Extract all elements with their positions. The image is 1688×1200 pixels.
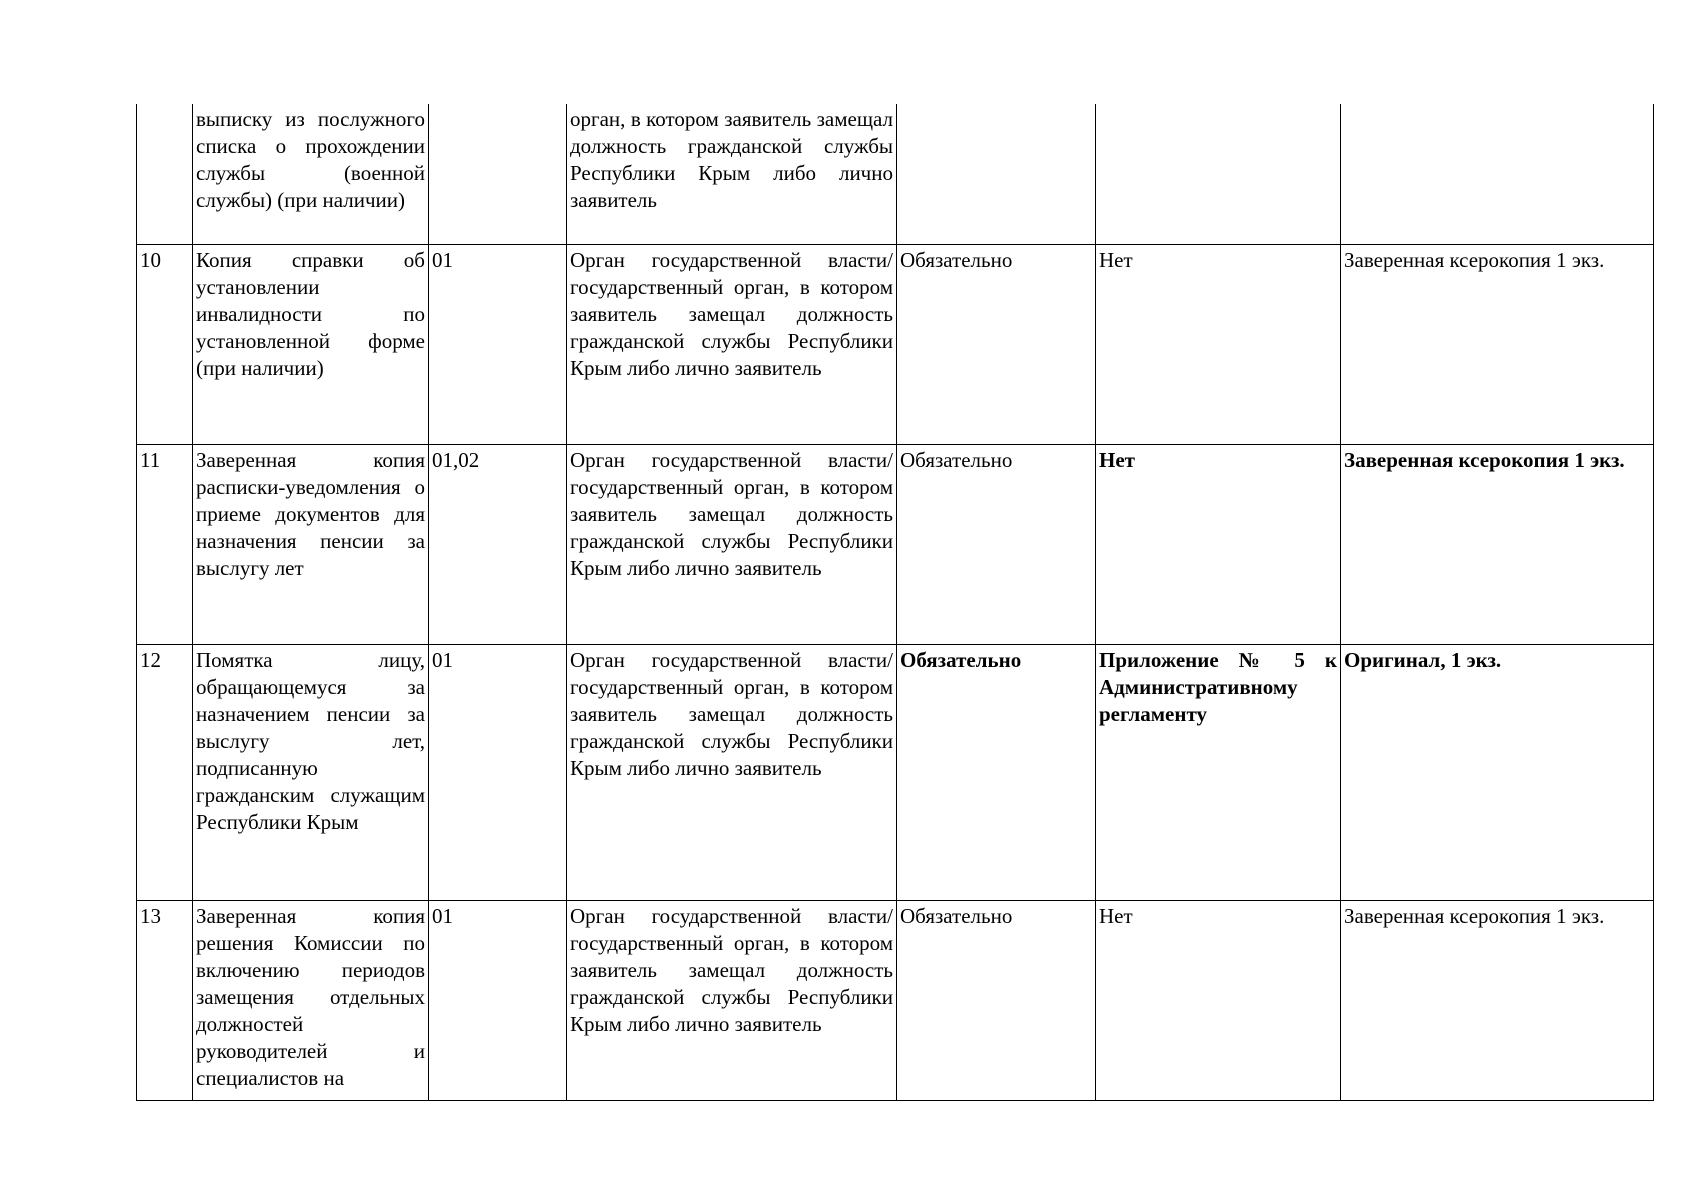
copy-type: Заверенная ксерокопия 1 экз.: [1341, 244, 1654, 444]
document-code: 01: [429, 244, 567, 444]
document-name: Копия справки об установлении инвалидности по установленной форме (при наличии): [193, 244, 429, 444]
requirement: [897, 104, 1096, 244]
requirement: Обязательно: [897, 900, 1096, 1100]
requirement: Обязательно: [897, 244, 1096, 444]
row-number: 13: [137, 900, 193, 1100]
copy-type: Оригинал, 1 экз.: [1341, 644, 1654, 900]
table-row: [137, 444, 1654, 644]
document-name: Заверенная копия решения Комиссии по включению периодов замещения отдельных должностей руководителей и специалистов на: [193, 900, 429, 1100]
form-template: Приложение № 5 к Административному регламенту: [1096, 644, 1341, 900]
document-code: 01: [429, 644, 567, 900]
document-source: Орган государственной власти/государственный орган, в котором заявитель замещал должность гражданской службы Республики Крым либо лично заявитель: [567, 644, 897, 900]
row-number: 11: [137, 444, 193, 644]
requirement: Обязательно: [897, 644, 1096, 900]
table-row: [137, 244, 1654, 444]
document-code: 01: [429, 900, 567, 1100]
document-code: 01,02: [429, 444, 567, 644]
form-template: Нет: [1096, 900, 1341, 1100]
table-row: [137, 644, 1654, 900]
row-number: 10: [137, 244, 193, 444]
row-number: 12: [137, 644, 193, 900]
documents-table: [136, 104, 1654, 1101]
document-source: Орган государственной власти/государственный орган, в котором заявитель замещал должность гражданской службы Республики Крым либо лично заявитель: [567, 900, 897, 1100]
document-name: выписку из послужного списка о прохождении службы (военной службы) (при наличии): [193, 104, 429, 244]
form-template: [1096, 104, 1341, 244]
document-code: [429, 104, 567, 244]
form-template: Нет: [1096, 444, 1341, 644]
table-row: [137, 900, 1654, 1100]
document-name: Помятка лицу, обращающемуся за назначением пенсии за выслугу лет, подписанную гражданским служащим Республики Крым: [193, 644, 429, 900]
document-source: Орган государственной власти/государственный орган, в котором заявитель замещал должность гражданской службы Республики Крым либо лично заявитель: [567, 244, 897, 444]
copy-type: Заверенная ксерокопия 1 экз.: [1341, 444, 1654, 644]
copy-type: [1341, 104, 1654, 244]
table-row: [137, 104, 1654, 244]
row-number: [137, 104, 193, 244]
document-source: орган, в котором заявитель замещал должность гражданской службы Республики Крым либо лично заявитель: [567, 104, 897, 244]
copy-type: Заверенная ксерокопия 1 экз.: [1341, 900, 1654, 1100]
form-template: Нет: [1096, 244, 1341, 444]
document-name: Заверенная копия расписки-уведомления о приеме документов для назначения пенсии за выслугу лет: [193, 444, 429, 644]
requirement: Обязательно: [897, 444, 1096, 644]
document-source: Орган государственной власти/государственный орган, в котором заявитель замещал должность гражданской службы Республики Крым либо лично заявитель: [567, 444, 897, 644]
